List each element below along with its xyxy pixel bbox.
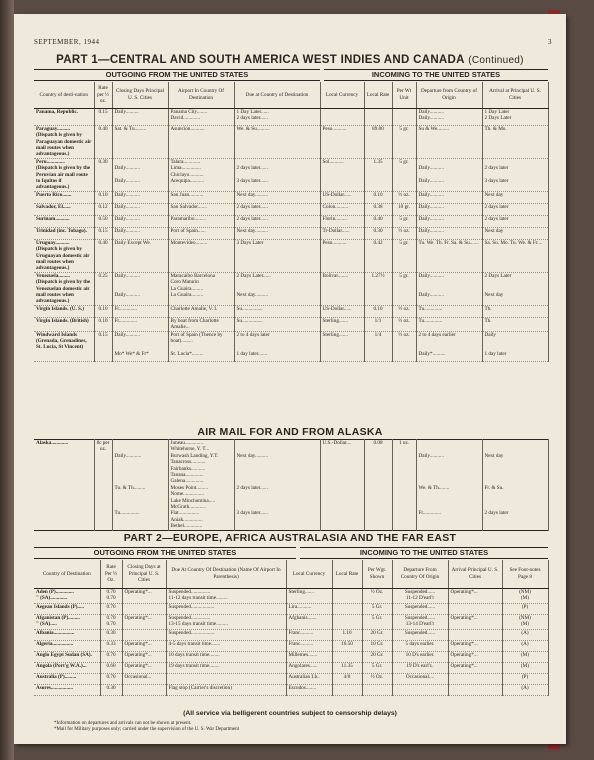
part1-cell: Fr..............	[112, 317, 168, 331]
part1-cell: 0.10	[364, 191, 392, 203]
part1-cell: 1/1	[364, 317, 392, 331]
part2-cell	[122, 629, 166, 640]
part1-row	[34, 227, 548, 239]
footnote-2: *Mail for Military purposes only; carried under the supervision of the U. S. War Department	[54, 727, 240, 732]
part1-cell: We. & Su..........	[234, 125, 320, 158]
part2-cell: Escudos........	[286, 684, 332, 695]
alaska-airports: Juneau.............. Whitehorse, Y. T... Burwash Landing, Y.T. Tanacross........... Fairbanks........... Tanana.............. Galena.............. Moses Point......... Nome................ Lake Minchumina..... McGrath............. Flat................ Aniak............... Bethel..............	[168, 440, 234, 531]
part1-cell: Daily........... Daily...........	[416, 158, 482, 191]
part1-cell: 2 Days Later...... Next day..........	[234, 272, 320, 305]
part2-cell: (M)	[502, 651, 548, 662]
part1-cell: Panama, Republic.	[34, 108, 94, 125]
part1-cell: Colon..........	[320, 203, 364, 215]
part1-cell: Paramaribo.........	[168, 215, 234, 227]
part1-cell: Charlotte Amalie, V. I.	[168, 305, 234, 317]
part1-col-header: Rate per ½ oz.	[94, 82, 112, 108]
document-page	[14, 14, 566, 744]
part1-col-header: Closing Days Principal U. S. Cities	[112, 82, 168, 108]
part2-cell: 5 Gr.	[362, 603, 392, 614]
part2-row	[34, 684, 548, 695]
part2-cell: 11.35	[332, 662, 362, 673]
part2-col-header: Departure From Country Of Origin	[392, 560, 448, 588]
part1-cell: Maracaibo Barcelona Coro Maturin La Guaira......... La Guaira.........	[168, 272, 234, 305]
part1-row	[34, 203, 548, 215]
part2-cell: 0.70 0.70	[100, 588, 122, 603]
part1-cell: Asuncion...........	[168, 125, 234, 158]
part2-cell: 20 Gr.	[362, 629, 392, 640]
part1-cell: Th. & Mo.	[482, 125, 548, 158]
part1-cell: 3 Days Later	[234, 239, 320, 272]
part1-cell: ½ oz.	[392, 331, 416, 361]
part2-cell: Operating*...	[448, 588, 502, 603]
part2-cell: 10 D's earlier.	[392, 651, 448, 662]
alaska-arrival: Next day Fr. & Su. 2 days later	[482, 440, 548, 531]
part2-cell: 0.30	[100, 684, 122, 695]
alaska-table	[34, 439, 549, 531]
page-date: SEPTEMBER, 1944	[34, 38, 100, 46]
alaska-title: AIR MAIL FOR AND FROM ALASKA	[197, 426, 383, 438]
part2-cell: Suspended..................	[166, 603, 286, 614]
part1-cell: 2 days later	[482, 203, 548, 215]
part1-title: PART 1—CENTRAL AND SOUTH AMERICA WEST INDIES AND CANADA (Continued)	[56, 54, 524, 66]
part1-col-header: Local Rate	[364, 82, 392, 108]
part1-cell: 10 gr.	[392, 203, 416, 215]
part1-cell: 1.35	[364, 158, 392, 191]
part1-row	[34, 191, 548, 203]
part1-row	[34, 272, 548, 305]
part1-cell: Tr-Dollar......	[320, 227, 364, 239]
part1-cell: 0.15	[94, 108, 112, 125]
part1-cell: Port of Spain (Thence by boat)......... St. Lucia*.........	[168, 331, 234, 361]
part2-cell	[122, 684, 166, 695]
part2-row	[34, 662, 548, 673]
part2-col-header: Per Wgt. Shown	[362, 560, 392, 588]
part1-cell: Daily..........	[112, 108, 168, 125]
part2-cell: Operating*...	[448, 651, 502, 662]
part2-cell	[332, 588, 362, 603]
part2-cell: Afganistan (P)......... " (SA).....	[34, 614, 100, 629]
part1-cell: Daily........... Daily...........	[112, 272, 168, 305]
part2-cell: 5 Gr.	[362, 662, 392, 673]
footnote-1: *Information on departures and arrivals can not be shown at present.	[54, 721, 192, 726]
part1-cell: 2 Days Later Next day	[482, 272, 548, 305]
alaska-departure: Daily........... We. & Th........ Fr..............	[416, 440, 482, 531]
part2-cell	[392, 684, 448, 695]
part2-row	[34, 614, 548, 629]
part2-cell: ½ Oz.	[362, 588, 392, 603]
part2-col-header: Arrival Principal U. S. Cities	[448, 560, 502, 588]
part1-cell: Sa. Su. Mo. Tu. We. & Fr....	[482, 239, 548, 272]
part2-cell: 0.60	[100, 662, 122, 673]
part2-cell: 5 Gr.	[362, 614, 392, 629]
part2-cell: Operating*...	[122, 614, 166, 629]
part1-cell	[364, 108, 392, 125]
part1-cell: Fr..............	[112, 305, 168, 317]
part1-cell: 0.50	[94, 215, 112, 227]
part2-cell: 4-5 days transit time.......	[166, 640, 286, 651]
part1-cell: Daily...........	[112, 227, 168, 239]
part1-cell: 5 gr.	[392, 215, 416, 227]
part1-cell: Windward Islands (Grenada, Grenadines, St. Lucia, St Vincent)	[34, 331, 94, 361]
part1-cell: Port of Spain......	[168, 227, 234, 239]
part2-cell	[332, 603, 362, 614]
part1-cell: Puerto Rico.......	[34, 191, 94, 203]
part2-cell: Flag stop (Carrier's discretion)	[166, 684, 286, 695]
part2-cell: (P)	[502, 673, 548, 684]
alaska-due: Next day.......... 2 days later...... 3 days later......	[234, 440, 320, 531]
part1-cell: 0.42	[364, 239, 392, 272]
part1-cell: Panama City........ David.............	[168, 108, 234, 125]
part1-cell: San Juan...........	[168, 191, 234, 203]
part1-cell: Daily........... Daily...........	[416, 272, 482, 305]
part2-cell: 20 Gr.	[362, 651, 392, 662]
part1-table	[34, 82, 549, 362]
part1-cell: 1 Day Later 2 Days Later	[482, 108, 548, 125]
part1-cell: ½ oz.	[392, 305, 416, 317]
part1-col-header: Airport In Country Of Destination	[168, 82, 234, 108]
part2-row	[34, 673, 548, 684]
part2-cell: 19 days transit time........	[166, 662, 286, 673]
part2-cell: Albania................	[34, 629, 100, 640]
part1-cell: 89.00	[364, 125, 392, 158]
part1-cell: 0.40	[94, 239, 112, 272]
part1-cell: ½ oz.	[392, 317, 416, 331]
part1-col-header: Local Currency	[320, 82, 364, 108]
part2-cell: 0.33	[100, 640, 122, 651]
part1-cell: Peso...........	[320, 239, 364, 272]
part2-cell: Aegean Islands (P).....	[34, 603, 100, 614]
part2-row	[34, 588, 548, 603]
part1-cell: 1/4	[364, 331, 392, 361]
part2-cell: 1.10	[332, 629, 362, 640]
part2-row	[34, 651, 548, 662]
part1-cell: Tu..............	[416, 305, 482, 317]
part2-cell	[122, 603, 166, 614]
part1-cell: Daily........... Mo* We* & Fr*	[112, 331, 168, 361]
part2-cell: Operating*...	[122, 662, 166, 673]
part2-cell: Occasional....	[392, 673, 448, 684]
part1-cell: Daily........... Daily...........	[416, 108, 482, 125]
part2-table	[34, 560, 549, 696]
part1-cell: Paraguay.......... (Dispatch is given by Paraguayan domestic air mail routes when advantageous.)	[34, 125, 94, 158]
part2-cell: Operating*...	[448, 640, 502, 651]
part1-cell: Tu..............	[416, 317, 482, 331]
part2-cell: Franc..........	[286, 629, 332, 640]
part2-cell: Operating*...	[448, 614, 502, 629]
part2-cell: Millemes.......	[286, 651, 332, 662]
alaska-unit: 1 oz.	[392, 440, 416, 531]
part1-cell: Daily 1 day later	[482, 331, 548, 361]
part2-cell	[362, 684, 392, 695]
part2-cell: Angola (Port'g W.A.)...	[34, 662, 100, 673]
part2-cell: Operating*...	[122, 588, 166, 603]
part1-col-header: Per Wt Unit	[392, 82, 416, 108]
part1-cell: 0.40	[94, 125, 112, 158]
part1-cell: Daily...........	[416, 203, 482, 215]
part1-cell: Peru.............. (Dispatch is given by the Peruvian air mail route to Iquitos if advantageous.)	[34, 158, 94, 191]
part2-row	[34, 603, 548, 614]
part1-cell: 5 gr.	[392, 158, 416, 191]
part2-col-header: Closing Days at Principal U. S. Cities	[122, 560, 166, 588]
part2-cell: (A)	[502, 629, 548, 640]
part2-cell: 10 days transit time........	[166, 651, 286, 662]
part2-cell: Suspended...... 13-14 D'earl'r	[392, 614, 448, 629]
part2-col-header: Due At Country Of Destination (Name Of Airport In Parenthesis)	[166, 560, 286, 588]
part2-cell	[448, 629, 502, 640]
censorship-note: (All service via belligerent countries subject to censorship delays)	[183, 710, 397, 717]
part1-cell: San Salvador.......	[168, 203, 234, 215]
alaska-closing: Daily............ Tu. & Th......... Tu...............	[112, 440, 168, 531]
part2-col-header: Local Rate	[332, 560, 362, 588]
part1-col-header: Country of desti-nation	[34, 82, 94, 108]
part1-incoming-band: INCOMING TO THE UNITED STATES	[324, 69, 548, 81]
alaska-currency: U.S.-Dollar....	[320, 440, 364, 531]
part1-cell: 0.12	[94, 203, 112, 215]
part2-outgoing-band: OUTGOING FROM THE UNITED STATES	[34, 547, 296, 559]
part1-cell: 0.30	[94, 158, 112, 191]
part2-cell: Occasional...	[122, 673, 166, 684]
part1-cell: Montevideo.........	[168, 239, 234, 272]
part2-col-header: Rate Per ½ Oz.	[100, 560, 122, 588]
part2-col-header: Local Currency	[286, 560, 332, 588]
alaska-local-rate: 0.08	[364, 440, 392, 531]
page-number: 3	[548, 38, 552, 46]
part1-cell	[320, 108, 364, 125]
part1-cell: 2 to 4 days later 1 day later.......	[234, 331, 320, 361]
part1-cell: Sterling.......	[320, 331, 364, 361]
part1-cell: 5 gr.	[392, 272, 416, 305]
part2-cell: 10 Gr.	[362, 640, 392, 651]
part1-cell: Daily...........	[416, 215, 482, 227]
part1-cell: Uruguay........... (Dispatch is given by Uruguayan domestic air mail routes when advantageous.)	[34, 239, 94, 272]
part2-cell: Operating*...	[122, 651, 166, 662]
part1-cell: 2 days later	[482, 215, 548, 227]
part1-cell: 2 days later 3 days later	[482, 158, 548, 191]
part1-cell: Virgin Islands. (British)	[34, 317, 94, 331]
part1-col-header: Due at Country of Destination	[234, 82, 320, 108]
part1-cell: 2 to 4 days earlier Daily*..........	[416, 331, 482, 361]
part1-cell: 0.10	[94, 317, 112, 331]
part2-cell: Anglo Egypt Sudan (SA).	[34, 651, 100, 662]
part1-cell: Venezuela......... (Dispatch is given by the Venezuelan domestic air mail routes when advantageous.)	[34, 272, 94, 305]
part2-row	[34, 640, 548, 651]
part1-cell: 1.27½	[364, 272, 392, 305]
part1-cell: Next day	[482, 191, 548, 203]
part1-row	[34, 239, 548, 272]
part2-cell: 0.30	[100, 629, 122, 640]
part1-cell: By boat from Charlotte Amalie...	[168, 317, 234, 331]
part1-cell: Bolivar........	[320, 272, 364, 305]
part1-cell: 0.25	[94, 272, 112, 305]
part2-cell	[448, 603, 502, 614]
part1-cell: 1 Day Later...... 2 days later......	[234, 108, 320, 125]
part1-cell: 0.40	[364, 215, 392, 227]
part2-cell: Algeria................	[34, 640, 100, 651]
part2-cell: Suspended......	[392, 603, 448, 614]
part2-cell: Afghanis.......	[286, 614, 332, 629]
part1-cell: US-Dollar......	[320, 305, 364, 317]
part2-cell: Australia (P).........	[34, 673, 100, 684]
part1-cell: 0.10	[364, 305, 392, 317]
part2-cell: (P)	[502, 603, 548, 614]
part1-cell: Daily........... Daily...........	[112, 158, 168, 191]
part1-outgoing-band: OUTGOING FROM THE UNITED STATES	[34, 69, 320, 81]
part1-cell: Next day..........	[234, 191, 320, 203]
part2-cell: (NM) (M)	[502, 588, 548, 603]
part1-cell: 2 days later......	[234, 215, 320, 227]
part1-cell: Daily...........	[112, 191, 168, 203]
part1-cell: Salvador, El......	[34, 203, 94, 215]
part2-cell: 4/8	[332, 673, 362, 684]
part2-cell: Lira...........	[286, 603, 332, 614]
part1-cell: Su................	[234, 317, 320, 331]
part2-cell	[332, 651, 362, 662]
part2-col-header: See Foot-notes Page 8	[502, 560, 548, 588]
part2-cell: Operating*...	[122, 640, 166, 651]
part2-cell	[166, 673, 286, 684]
part1-cell: 2 days later......	[234, 203, 320, 215]
part1-cell: Florin.........	[320, 215, 364, 227]
part1-cell: Talara............. Lima............... Chiclayo........... Arequipa...........	[168, 158, 234, 191]
part2-cell: Franc..........	[286, 640, 332, 651]
part2-cell: Angolares......	[286, 662, 332, 673]
part1-cell: Su & We.........	[416, 125, 482, 158]
part1-cell: 0.10	[94, 305, 112, 317]
part1-cell: Next day..........	[234, 227, 320, 239]
part2-cell	[448, 673, 502, 684]
part2-cell: 0.70 0.70	[100, 614, 122, 629]
part2-cell: 0.70	[100, 603, 122, 614]
part2-cell: (A)	[502, 640, 548, 651]
part1-cell: 2 days later...... 3 days later......	[234, 158, 320, 191]
part1-cell: Peso...........	[320, 125, 364, 158]
part1-cell: 0.10	[94, 191, 112, 203]
part1-cell: Th.	[482, 305, 548, 317]
part2-cell: Aden (P).............. " (SA).............	[34, 588, 100, 603]
part1-row	[34, 317, 548, 331]
part1-cell: US-Dollar......	[320, 191, 364, 203]
part2-cell: 0.70	[100, 673, 122, 684]
part2-cell	[332, 614, 362, 629]
part1-cell: Daily...........	[416, 191, 482, 203]
part1-cell: Daily...........	[416, 227, 482, 239]
part2-row	[34, 629, 548, 640]
part2-cell: 16.50	[332, 640, 362, 651]
book-spine	[0, 0, 14, 760]
part1-cell: Sol...........	[320, 158, 364, 191]
part1-cell: Tu. We. Th. Fr. Sa. & Su.......	[416, 239, 482, 272]
part2-cell: Suspended......	[392, 629, 448, 640]
part2-cell: (M)	[502, 662, 548, 673]
part2-title: PART 2—EUROPE, AFRICA AUSTRALASIA AND THE FAR EAST	[123, 532, 457, 544]
part1-cell: 5 gr.	[392, 239, 416, 272]
part1-cell: Next day	[482, 227, 548, 239]
part1-row	[34, 158, 548, 191]
part2-cell: Operating*...	[448, 662, 502, 673]
part2-cell: Australian Lb..	[286, 673, 332, 684]
part2-cell	[332, 684, 362, 695]
part2-cell: Suspended...... 11-12 D'earl'r	[392, 588, 448, 603]
part1-cell: Trinidad (inc. Tobago).	[34, 227, 94, 239]
part1-cell: Daily Except We.	[112, 239, 168, 272]
part1-cell: 0.30	[364, 227, 392, 239]
part1-cell: Virgin Islands. (U. S.)	[34, 305, 94, 317]
part2-incoming-band: INCOMING TO THE UNITED STATES	[300, 547, 548, 559]
part1-cell: Daily...........	[112, 203, 168, 215]
part2-cell: ½ Oz.	[362, 673, 392, 684]
part1-cell: ½ oz.	[392, 191, 416, 203]
part2-cell: 19 D's earl'r..	[392, 662, 448, 673]
part1-cell: Su................	[234, 305, 320, 317]
part2-cell: 5 days earlier.	[392, 640, 448, 651]
part2-cell: Suspended..................	[166, 629, 286, 640]
part1-row	[34, 215, 548, 227]
part1-cell: Sterling.......	[320, 317, 364, 331]
part1-row	[34, 305, 548, 317]
part1-cell: 5 gr.	[392, 125, 416, 158]
part2-col-header: Country of Destination	[34, 560, 100, 588]
part1-cell: ½ oz.	[392, 227, 416, 239]
part1-cell: 0.15	[94, 331, 112, 361]
part2-cell: Suspended............... 13-15 days transit time.........	[166, 614, 286, 629]
alaska-country: Alaska.............	[34, 440, 94, 531]
part1-cell	[392, 108, 416, 125]
part1-cell: 0.15	[94, 227, 112, 239]
part2-cell: (NM) (M)	[502, 614, 548, 629]
part1-cell: Daily...........	[112, 215, 168, 227]
part1-col-header: Departure from Country of Origin	[416, 82, 482, 108]
part2-cell: (A)	[502, 684, 548, 695]
part1-row	[34, 125, 548, 158]
part2-cell: Suspended............... 11-12 days transit time.........	[166, 588, 286, 603]
part1-col-header: Arrival at Principal U. S. Cities	[482, 82, 548, 108]
part1-row	[34, 108, 548, 125]
part1-cell: Sat. & Tu.........	[112, 125, 168, 158]
part1-cell: 0.38	[364, 203, 392, 215]
part2-cell: Asores.................	[34, 684, 100, 695]
part2-cell	[448, 684, 502, 695]
part1-cell: Surinam...........	[34, 215, 94, 227]
part2-cell: Sterling.......	[286, 588, 332, 603]
part1-row	[34, 331, 548, 361]
part1-cell: Th.	[482, 317, 548, 331]
alaska-rate: 8c per oz.	[94, 440, 112, 531]
part2-cell: 0.70	[100, 651, 122, 662]
